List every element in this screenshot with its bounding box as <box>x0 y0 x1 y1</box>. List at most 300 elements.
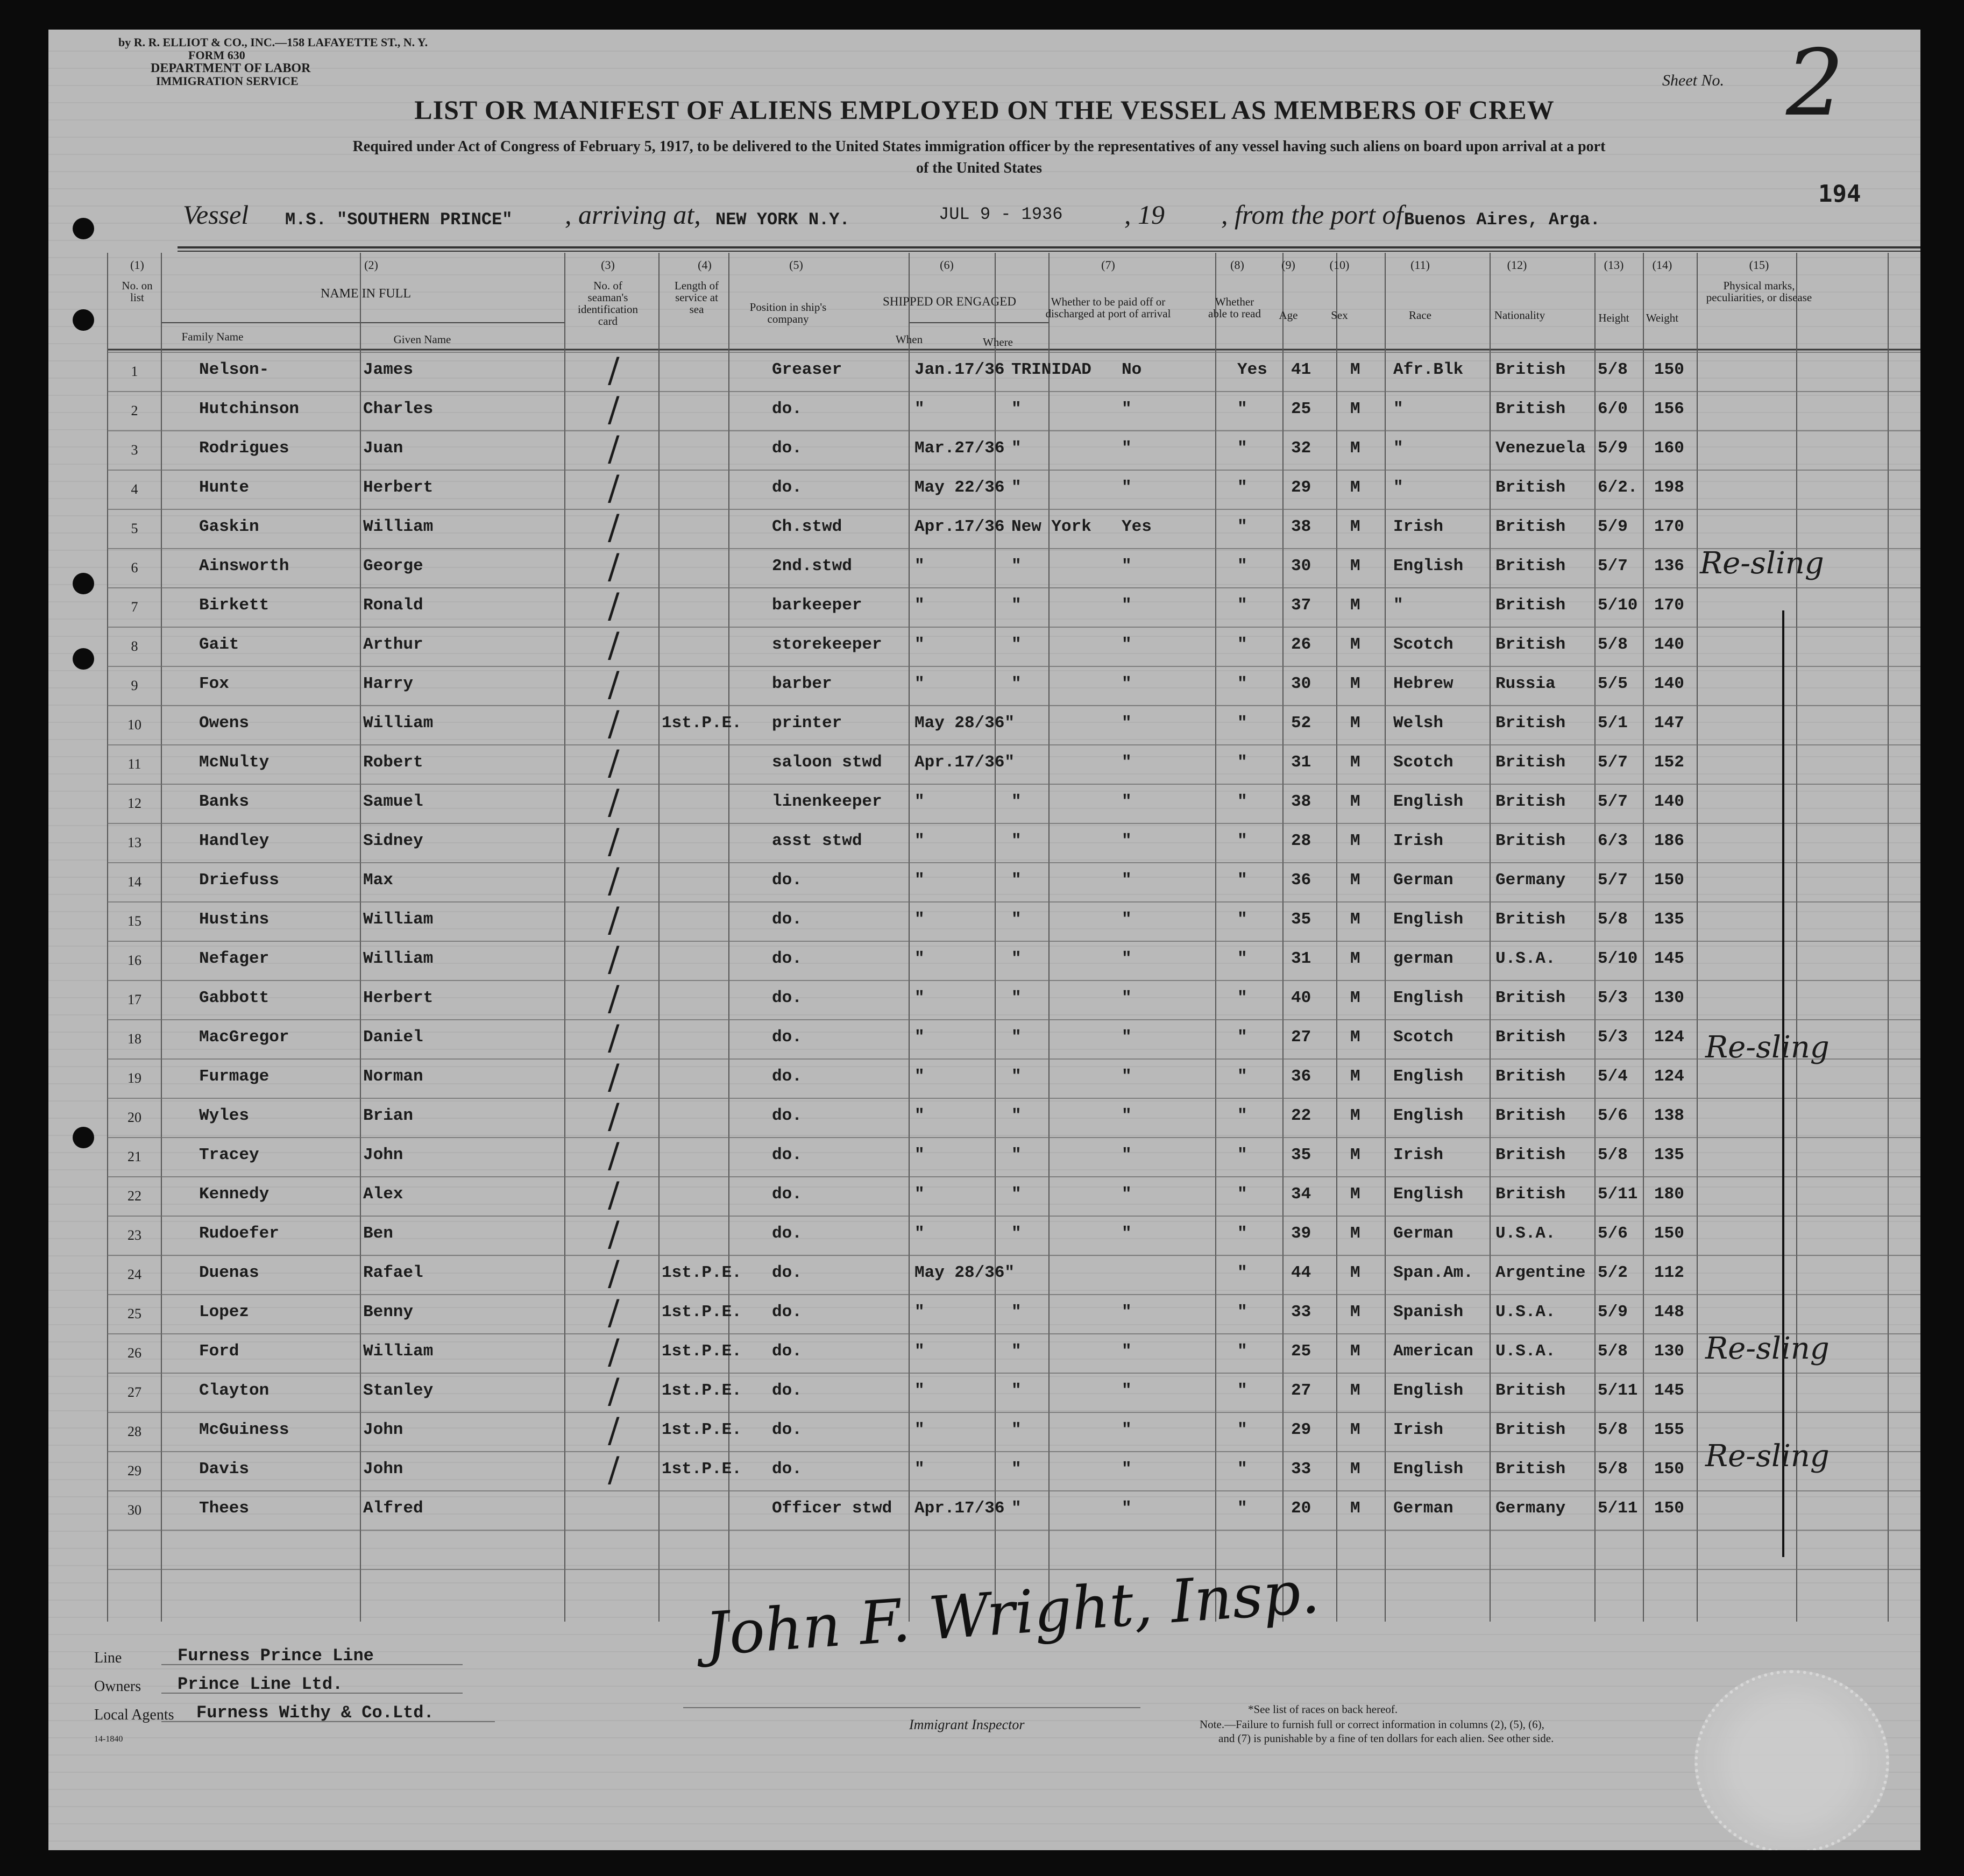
cell-no: 24 <box>127 1267 141 1282</box>
cell-where: " <box>1011 1185 1022 1204</box>
cell-where: " <box>1011 596 1022 615</box>
cell-no: 29 <box>127 1463 141 1479</box>
page-title: LIST OR MANIFEST OF ALIENS EMPLOYED ON THE VESSEL AS MEMBERS OF CREW <box>414 95 1555 125</box>
cell-race: " <box>1393 400 1403 418</box>
cell-family: Owens <box>199 714 250 733</box>
cell-when: " <box>914 949 925 968</box>
cell-height: 5/11 <box>1598 1185 1638 1204</box>
cell-when: " <box>914 871 925 890</box>
cell-weight: 148 <box>1654 1303 1684 1321</box>
cell-paid: " <box>1122 1499 1132 1518</box>
cell-sex: M <box>1350 989 1360 1007</box>
cell-age: 32 <box>1291 439 1311 458</box>
cell-paid: " <box>1122 1146 1132 1164</box>
cell-sex: M <box>1350 1146 1360 1164</box>
cell-no: 9 <box>131 678 138 693</box>
cell-when: " <box>914 989 925 1007</box>
cell-no: 22 <box>127 1188 141 1204</box>
cell-no: 5 <box>131 521 138 536</box>
cell-position: do. <box>772 1303 802 1321</box>
cell-length: 1st.P.E. <box>662 1303 742 1321</box>
cell-weight: 135 <box>1654 910 1684 929</box>
cell-no: 26 <box>127 1345 141 1361</box>
cell-nat: British <box>1495 557 1566 575</box>
cell-race: " <box>1393 439 1403 458</box>
cell-height: 5/8 <box>1598 360 1628 379</box>
subtitle-line-1: Required under Act of Congress of February 5, 1917, to be delivered to the United States immigration officer by the representatives of any vessel having such aliens on board upon arrival at a port <box>352 138 1606 155</box>
cell-weight: 130 <box>1654 1342 1684 1361</box>
checkmark-icon: / <box>608 1214 620 1254</box>
sheet-label: Sheet No. <box>1662 72 1724 89</box>
cell-position: 2nd.stwd <box>772 557 852 575</box>
cell-position: do. <box>772 1028 802 1047</box>
cell-when: " <box>914 1106 925 1125</box>
cell-read: " <box>1237 557 1247 575</box>
cell-when: May 28/36" <box>914 1263 1015 1282</box>
cell-height: 5/8 <box>1598 1342 1628 1361</box>
cell-race: Spanish <box>1393 1303 1464 1321</box>
cell-when: " <box>914 400 925 418</box>
cell-race: German <box>1393 1499 1453 1518</box>
cell-paid: " <box>1122 596 1132 615</box>
cell-race: Scotch <box>1393 1028 1453 1047</box>
cell-read: Yes <box>1237 360 1267 379</box>
cell-race: American <box>1393 1342 1473 1361</box>
cell-paid: " <box>1122 1460 1132 1479</box>
cell-no: 30 <box>127 1502 141 1518</box>
page-number: 194 <box>1818 180 1861 208</box>
cell-height: 5/8 <box>1598 635 1628 654</box>
cell-age: 28 <box>1291 832 1311 850</box>
cell-sex: M <box>1350 792 1360 811</box>
cell-sex: M <box>1350 949 1360 968</box>
checkmark-icon: / <box>608 822 620 862</box>
from-port-value: Buenos Aires, Arga. <box>1404 210 1600 230</box>
cell-when: " <box>914 832 925 850</box>
cell-position: do. <box>772 949 802 968</box>
cell-nat: British <box>1495 792 1566 811</box>
cell-where: " <box>1011 1224 1022 1243</box>
cell-when: " <box>914 635 925 654</box>
cell-given: John <box>363 1460 403 1479</box>
cell-when: " <box>914 557 925 575</box>
cell-nat: British <box>1495 1028 1566 1047</box>
cell-sex: M <box>1350 1224 1360 1243</box>
cell-race: English <box>1393 1381 1464 1400</box>
cell-given: Benny <box>363 1303 414 1321</box>
col-num-15: (15) <box>1749 258 1769 272</box>
cell-given: William <box>363 517 434 536</box>
cell-age: 36 <box>1291 1067 1311 1086</box>
header-when: When <box>895 333 923 346</box>
printer-line: by R. R. ELLIOT & CO., INC.—158 LAFAYETTE ST., N. Y. <box>118 35 428 49</box>
cell-family: Banks <box>199 792 250 811</box>
cell-given: James <box>363 360 414 379</box>
cell-position: linenkeeper <box>772 792 882 811</box>
cell-weight: 160 <box>1654 439 1684 458</box>
cell-read: " <box>1237 910 1247 929</box>
checkmark-icon: / <box>608 1057 620 1097</box>
cell-read: " <box>1237 792 1247 811</box>
cell-paid: " <box>1122 674 1132 693</box>
cell-paid: " <box>1122 910 1132 929</box>
inspector-label: Immigrant Inspector <box>909 1717 1025 1732</box>
cell-family: Ford <box>199 1342 239 1361</box>
cell-family: Driefuss <box>199 871 279 890</box>
cell-when: May 28/36" <box>914 714 1015 733</box>
cell-nat: British <box>1495 1185 1566 1204</box>
cell-weight: 145 <box>1654 1381 1684 1400</box>
cell-age: 36 <box>1291 871 1311 890</box>
cell-age: 27 <box>1291 1381 1311 1400</box>
header-nationality: Nationality <box>1494 309 1545 322</box>
margin-note: Re-sling <box>1705 1030 1830 1065</box>
cell-given: George <box>363 557 423 575</box>
cell-no: 28 <box>127 1424 141 1439</box>
cell-sex: M <box>1350 1342 1360 1361</box>
cell-paid: " <box>1122 792 1132 811</box>
cell-race: Scotch <box>1393 635 1453 654</box>
cell-paid: " <box>1122 1224 1132 1243</box>
cell-height: 5/7 <box>1598 792 1628 811</box>
cell-sex: M <box>1350 1303 1360 1321</box>
cell-read: " <box>1237 1146 1247 1164</box>
cell-sex: M <box>1350 1381 1360 1400</box>
cell-when: " <box>914 1185 925 1204</box>
cell-sex: M <box>1350 478 1360 497</box>
cell-given: William <box>363 1342 434 1361</box>
cell-no: 21 <box>127 1149 141 1164</box>
col-num-3: (3) <box>601 258 615 272</box>
cell-weight: 150 <box>1654 1460 1684 1479</box>
embossed-seal <box>1694 1670 1889 1850</box>
cell-nat: British <box>1495 596 1566 615</box>
cell-read: " <box>1237 949 1247 968</box>
cell-when: " <box>914 1342 925 1361</box>
cell-age: 52 <box>1291 714 1311 733</box>
cell-race: Irish <box>1393 1420 1444 1439</box>
cell-position: barkeeper <box>772 596 862 615</box>
cell-when: Apr.17/36" <box>914 753 1015 772</box>
col-num-4: (4) <box>698 258 712 272</box>
cell-where: " <box>1011 1342 1022 1361</box>
cell-no: 19 <box>127 1070 141 1086</box>
cell-read: " <box>1237 1028 1247 1047</box>
cell-read: " <box>1237 1420 1247 1439</box>
cell-weight: 150 <box>1654 1499 1684 1518</box>
header-race: Race <box>1409 309 1431 322</box>
cell-paid: " <box>1122 1067 1132 1086</box>
cell-weight: 155 <box>1654 1420 1684 1439</box>
cell-read: " <box>1237 714 1247 733</box>
cell-weight: 152 <box>1654 753 1684 772</box>
cell-where: " <box>1011 792 1022 811</box>
cell-position: do. <box>772 1460 802 1479</box>
cell-given: Samuel <box>363 792 423 811</box>
cell-nat: British <box>1495 1460 1566 1479</box>
cell-position: do. <box>772 1224 802 1243</box>
col-num-8: (8) <box>1230 258 1244 272</box>
cell-nat: British <box>1495 910 1566 929</box>
cell-age: 31 <box>1291 949 1311 968</box>
cell-weight: 198 <box>1654 478 1684 497</box>
cell-race: Afr.Blk <box>1393 360 1464 379</box>
cell-no: 3 <box>131 442 138 458</box>
header-marks: Physical marks, peculiarities, or disease <box>1706 279 1812 304</box>
cell-given: Robert <box>363 753 423 772</box>
cell-sex: M <box>1350 1106 1360 1125</box>
header-where: Where <box>983 336 1013 349</box>
cell-weight: 130 <box>1654 989 1684 1007</box>
cell-paid: " <box>1122 635 1132 654</box>
cell-sex: M <box>1350 674 1360 693</box>
cell-weight: 124 <box>1654 1067 1684 1086</box>
margin-note: Re-sling <box>1705 1331 1830 1366</box>
cell-position: printer <box>772 714 842 733</box>
cell-read: " <box>1237 439 1247 458</box>
cell-age: 44 <box>1291 1263 1311 1282</box>
cell-position: do. <box>772 910 802 929</box>
cell-nat: British <box>1495 360 1566 379</box>
cell-sex: M <box>1350 1028 1360 1047</box>
cell-sex: M <box>1350 1067 1360 1086</box>
cell-family: Kennedy <box>199 1185 270 1204</box>
cell-given: Alex <box>363 1185 403 1204</box>
cell-sex: M <box>1350 1263 1360 1282</box>
cell-where: " <box>1011 989 1022 1007</box>
cell-length: 1st.P.E. <box>662 1420 742 1439</box>
cell-race: English <box>1393 557 1464 575</box>
cell-read: " <box>1237 1460 1247 1479</box>
cell-nat: U.S.A. <box>1495 1342 1556 1361</box>
col-num-13: (13) <box>1604 258 1624 272</box>
cell-race: Span.Am. <box>1393 1263 1473 1282</box>
cell-race: Hebrew <box>1393 674 1453 693</box>
cell-race: Welsh <box>1393 714 1444 733</box>
cell-sex: M <box>1350 871 1360 890</box>
cell-race: Scotch <box>1393 753 1453 772</box>
cell-height: 5/10 <box>1598 596 1638 615</box>
cell-nat: U.S.A. <box>1495 1224 1556 1243</box>
cell-family: Wyles <box>199 1106 250 1125</box>
cell-nat: Germany <box>1495 1499 1566 1518</box>
cell-given: Herbert <box>363 989 434 1007</box>
binder-hole <box>73 218 94 239</box>
cell-race: Irish <box>1393 1146 1444 1164</box>
checkmark-icon: / <box>608 1136 620 1176</box>
cell-height: 5/11 <box>1598 1499 1638 1518</box>
cell-given: Max <box>363 871 393 890</box>
cell-family: Hutchinson <box>199 400 300 418</box>
header-age: Age <box>1279 309 1298 322</box>
checkmark-icon: / <box>608 940 620 979</box>
cell-age: 25 <box>1291 1342 1311 1361</box>
col-num-7: (7) <box>1101 258 1115 272</box>
vessel-value: M.S. "SOUTHERN PRINCE" <box>285 210 513 230</box>
cell-sex: M <box>1350 400 1360 418</box>
cell-no: 16 <box>127 953 141 968</box>
year-label: , 19 <box>1124 200 1165 230</box>
cell-no: 27 <box>127 1384 141 1400</box>
cell-where: " <box>1011 478 1022 497</box>
cell-read: " <box>1237 1303 1247 1321</box>
cell-no: 23 <box>127 1227 141 1243</box>
cell-family: Lopez <box>199 1303 250 1321</box>
cell-given: Ronald <box>363 596 423 615</box>
header-height: Height <box>1598 311 1629 324</box>
cell-height: 5/6 <box>1598 1224 1628 1243</box>
cell-read: " <box>1237 1224 1247 1243</box>
checkmark-icon: / <box>608 979 620 1019</box>
binder-hole <box>73 1127 94 1148</box>
cell-family: Tracey <box>199 1146 259 1164</box>
cell-paid: " <box>1122 1420 1132 1439</box>
cell-given: Rafael <box>363 1263 423 1282</box>
cell-position: barber <box>772 674 832 693</box>
cell-length: 1st.P.E. <box>662 1460 742 1479</box>
cell-when: " <box>914 1028 925 1047</box>
cell-sex: M <box>1350 635 1360 654</box>
cell-height: 5/1 <box>1598 714 1628 733</box>
cell-read: " <box>1237 1185 1247 1204</box>
cell-position: do. <box>772 1420 802 1439</box>
header-given-name: Given Name <box>393 333 451 346</box>
cell-nat: British <box>1495 478 1566 497</box>
cell-family: Gabbott <box>199 989 270 1007</box>
cell-read: " <box>1237 478 1247 497</box>
cell-read: " <box>1237 635 1247 654</box>
cell-family: McNulty <box>199 753 270 772</box>
cell-position: do. <box>772 1342 802 1361</box>
cell-weight: 112 <box>1654 1263 1684 1282</box>
cell-age: 33 <box>1291 1460 1311 1479</box>
header-id-card: No. of seaman's identification card <box>578 279 638 328</box>
agents-value: Furness Withy & Co.Ltd. <box>196 1703 434 1723</box>
cell-no: 18 <box>127 1031 141 1047</box>
cell-when: " <box>914 674 925 693</box>
line-value: Furness Prince Line <box>178 1646 374 1666</box>
cell-age: 29 <box>1291 478 1311 497</box>
cell-age: 31 <box>1291 753 1311 772</box>
vessel-label: Vessel <box>183 200 249 230</box>
cell-weight: 140 <box>1654 674 1684 693</box>
cell-paid: " <box>1122 1342 1132 1361</box>
cell-weight: 136 <box>1654 557 1684 575</box>
cell-paid: " <box>1122 557 1132 575</box>
inspector-signature: John F. Wright, Insp. <box>703 1557 1322 1669</box>
cell-given: Sidney <box>363 832 423 850</box>
col-num-11: (11) <box>1410 258 1430 272</box>
cell-weight: 124 <box>1654 1028 1684 1047</box>
cell-position: do. <box>772 1263 802 1282</box>
header-weight: Weight <box>1646 311 1679 324</box>
cell-height: 5/4 <box>1598 1067 1628 1086</box>
cell-position: do. <box>772 400 802 418</box>
cell-race: German <box>1393 1224 1453 1243</box>
cell-height: 5/9 <box>1598 517 1628 536</box>
cell-position: do. <box>772 989 802 1007</box>
cell-read: " <box>1237 1106 1247 1125</box>
races-note: *See list of races on back hereof. <box>1248 1703 1398 1716</box>
cell-height: 5/8 <box>1598 1460 1628 1479</box>
cell-when: Mar.27/36 <box>914 439 1005 458</box>
cell-age: 38 <box>1291 517 1311 536</box>
cell-read: " <box>1237 989 1247 1007</box>
cell-nat: Venezuela <box>1495 439 1586 458</box>
cell-race: English <box>1393 792 1464 811</box>
cell-given: Brian <box>363 1106 414 1125</box>
cell-length: 1st.P.E. <box>662 1381 742 1400</box>
cell-sex: M <box>1350 360 1360 379</box>
cell-age: 38 <box>1291 792 1311 811</box>
cell-age: 34 <box>1291 1185 1311 1204</box>
cell-weight: 150 <box>1654 871 1684 890</box>
cell-sex: M <box>1350 1420 1360 1439</box>
cell-weight: 140 <box>1654 635 1684 654</box>
cell-family: Hustins <box>199 910 270 929</box>
cell-position: Greaser <box>772 360 842 379</box>
cell-read: " <box>1237 1067 1247 1086</box>
cell-no: 17 <box>127 992 141 1007</box>
header-no-on-list: No. on list <box>122 279 153 304</box>
cell-position: asst stwd <box>772 832 862 850</box>
cell-family: Gaskin <box>199 517 259 536</box>
cell-race: " <box>1393 596 1403 615</box>
cell-sex: M <box>1350 714 1360 733</box>
header-name-in-full: NAME IN FULL <box>321 287 411 301</box>
cell-age: 35 <box>1291 1146 1311 1164</box>
cell-paid: " <box>1122 439 1132 458</box>
cell-length: 1st.P.E. <box>662 714 742 733</box>
cell-given: William <box>363 714 434 733</box>
cell-family: Hunte <box>199 478 250 497</box>
checkmark-icon: / <box>608 783 620 822</box>
cell-family: MacGregor <box>199 1028 289 1047</box>
cell-nat: U.S.A. <box>1495 1303 1556 1321</box>
date-stamp: JUL 9 - 1936 <box>939 204 1063 224</box>
cell-height: 5/8 <box>1598 1420 1628 1439</box>
cell-family: Gait <box>199 635 239 654</box>
cell-race: English <box>1393 910 1464 929</box>
cell-height: 5/10 <box>1598 949 1638 968</box>
cell-when: Jan.17/36 <box>914 360 1005 379</box>
cell-length: 1st.P.E. <box>662 1342 742 1361</box>
cell-nat: U.S.A. <box>1495 949 1556 968</box>
cell-age: 25 <box>1291 400 1311 418</box>
cell-height: 6/2. <box>1598 478 1638 497</box>
form-number: FORM 630 <box>188 48 245 62</box>
owners-label: Owners <box>94 1678 141 1695</box>
cell-nat: British <box>1495 635 1566 654</box>
cell-race: English <box>1393 989 1464 1007</box>
cell-family: Nefager <box>199 949 270 968</box>
checkmark-icon: / <box>608 1332 620 1372</box>
cell-position: do. <box>772 478 802 497</box>
binder-hole <box>73 309 94 331</box>
checkmark-icon: / <box>608 704 620 744</box>
cell-given: Herbert <box>363 478 434 497</box>
cell-nat: Russia <box>1495 674 1556 693</box>
cell-paid: " <box>1122 1028 1132 1047</box>
cell-paid: No <box>1122 360 1142 379</box>
cell-nat: Argentine <box>1495 1263 1586 1282</box>
cell-no: 25 <box>127 1306 141 1321</box>
cell-family: Birkett <box>199 596 270 615</box>
cell-position: saloon stwd <box>772 753 882 772</box>
cell-sex: M <box>1350 1499 1360 1518</box>
page-subtitle <box>172 136 1786 179</box>
checkmark-icon: / <box>608 508 620 548</box>
